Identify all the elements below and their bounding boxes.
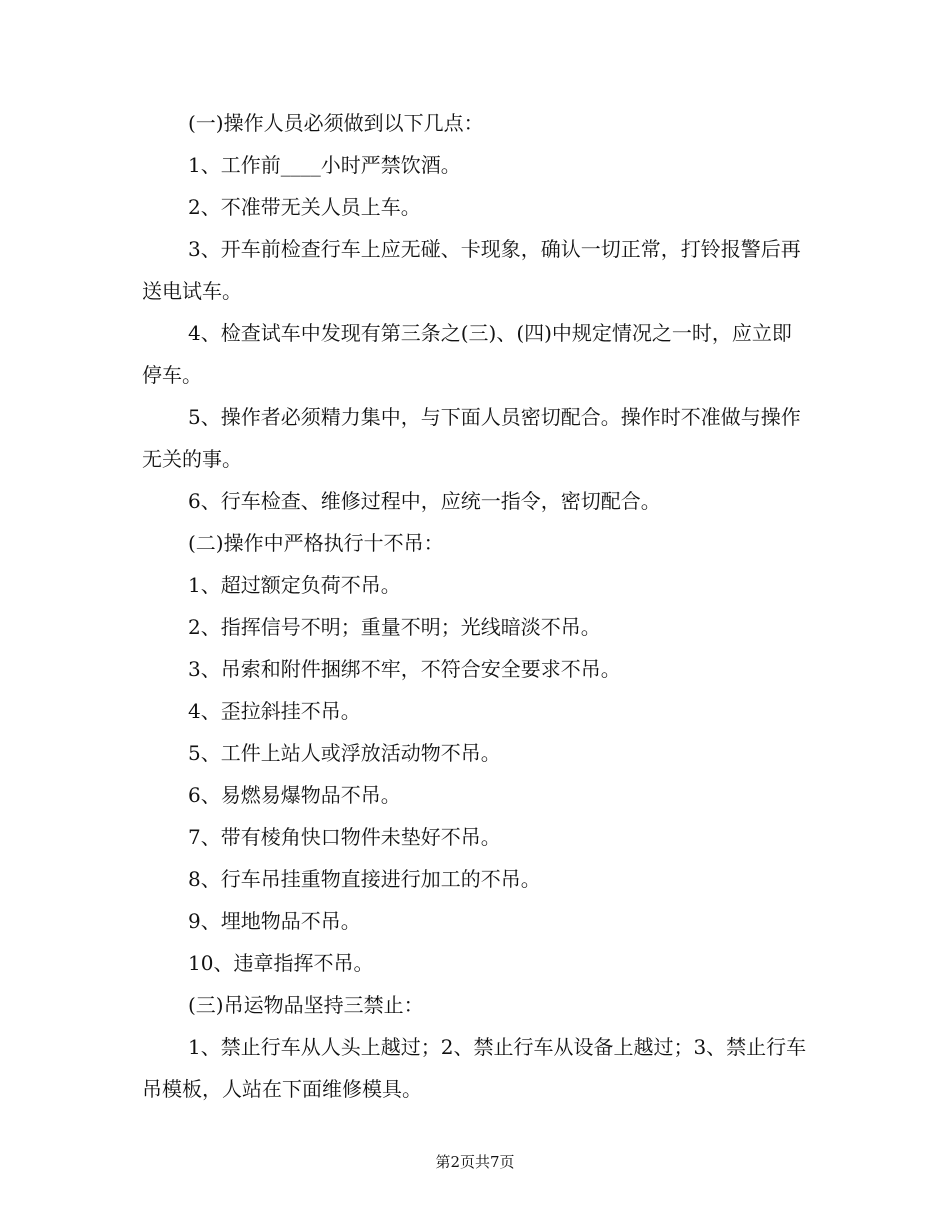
heading-ten-no-lift: (二)操作中严格执行十不吊： (188, 531, 444, 555)
list-item: 6、行车检查、维修过程中，应统一指令，密切配合。 (188, 489, 661, 513)
list-item: 2、不准带无关人员上车。 (188, 195, 421, 219)
list-item: 5、操作者必须精力集中，与下面人员密切配合。操作时不准做与操作无关的事。 (142, 405, 801, 471)
list-item: 9、埋地物品不吊。 (188, 909, 361, 933)
list-item: 6、易燃易爆物品不吊。 (188, 783, 401, 807)
heading-three-prohibitions: (三)吊运物品坚持三禁止： (188, 993, 424, 1017)
list-item: 3、吊索和附件捆绑不牢，不符合安全要求不吊。 (188, 657, 621, 681)
list-item: 1、工作前____小时严禁饮酒。 (188, 153, 461, 177)
list-item: 5、工件上站人或浮放活动物不吊。 (188, 741, 501, 765)
list-item: 10、违章指挥不吊。 (188, 951, 374, 975)
list-item: 3、开车前检查行车上应无碰、卡现象，确认一切正常，打铃报警后再送电试车。 (142, 237, 801, 303)
list-item: 1、超过额定负荷不吊。 (188, 573, 401, 597)
document-body (142, 102, 810, 1110)
list-item: 7、带有棱角快口物件未垫好不吊。 (188, 825, 501, 849)
list-item: 2、指挥信号不明；重量不明；光线暗淡不吊。 (188, 615, 601, 639)
list-item: 4、检查试车中发现有第三条之(三)、(四)中规定情况之一时，应立即停车。 (142, 321, 792, 387)
page-number-footer: 第2页共7页 (435, 1153, 515, 1171)
list-item: 1、禁止行车从人头上越过；2、禁止行车从设备上越过；3、禁止行车吊模板，人站在下面维修模具。 (142, 1035, 807, 1101)
list-item: 4、歪拉斜挂不吊。 (188, 699, 361, 723)
list-item: 8、行车吊挂重物直接进行加工的不吊。 (188, 867, 541, 891)
heading-operator-requirements: (一)操作人员必须做到以下几点： (188, 111, 484, 135)
